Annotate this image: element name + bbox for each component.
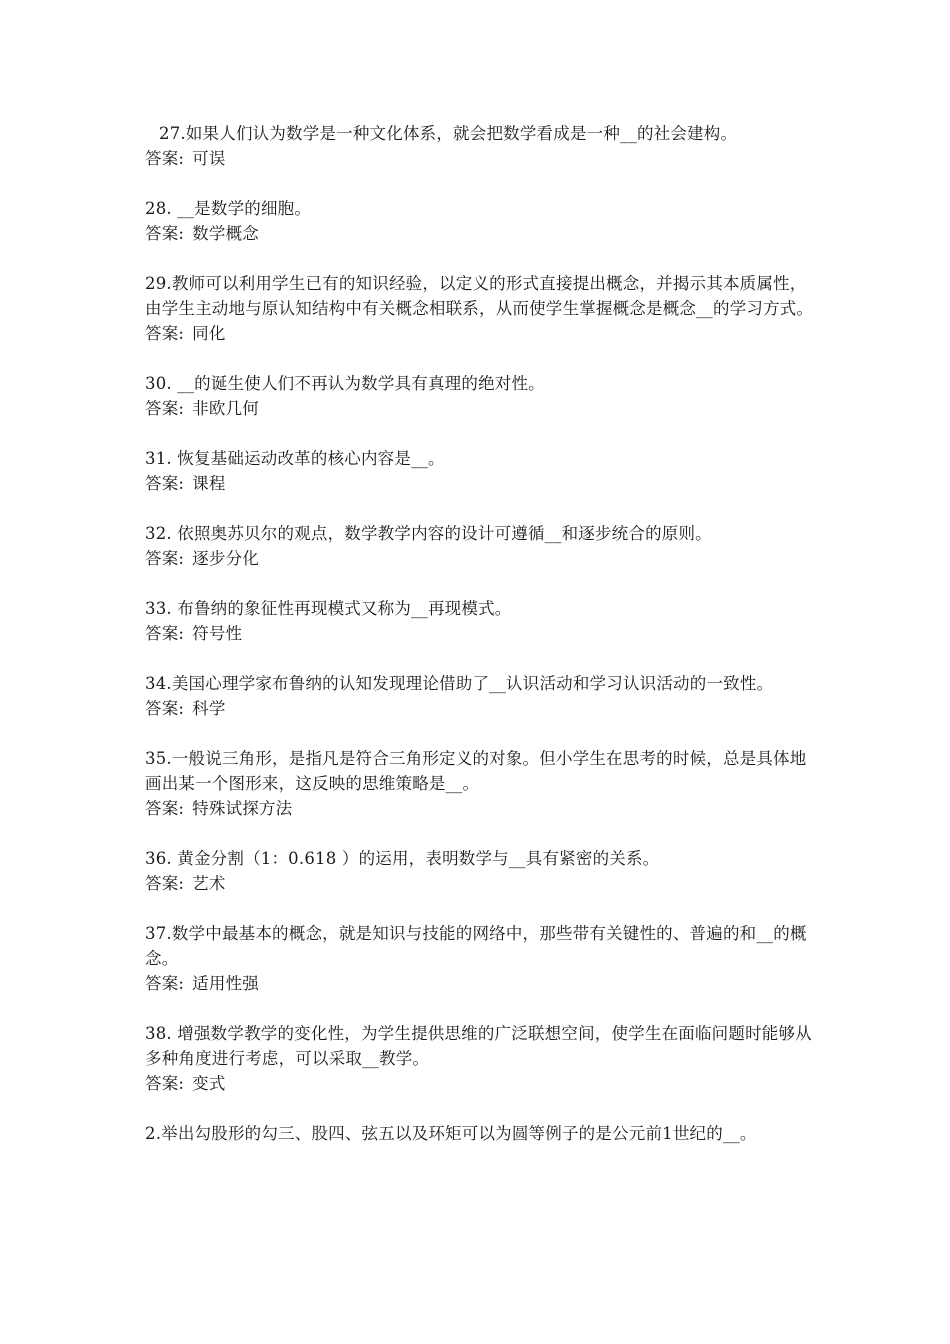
answer-line — [145, 871, 815, 896]
question-item — [145, 921, 815, 996]
answer-line — [145, 1071, 815, 1096]
answer-label: 答案: — [145, 874, 185, 893]
question-item — [145, 446, 815, 496]
question-text: 36. 黄金分割（1：0.618 ）的运用，表明数学与__具有紧密的关系。 — [145, 849, 660, 868]
question-text: 33. 布鲁纳的象征性再现模式又称为__再现模式。 — [145, 599, 512, 618]
question-item — [145, 121, 815, 171]
answer-label: 答案: — [145, 324, 185, 343]
answer-label: 答案: — [145, 699, 185, 718]
answer-text: 变式 — [192, 1074, 226, 1093]
question-text: 2.举出勾股形的勾三、股四、弦五以及环矩可以为圆等例子的是公元前1世纪的__。 — [145, 1124, 757, 1143]
question-item — [145, 671, 815, 721]
question-text: 29.教师可以利用学生已有的知识经验，以定义的形式直接提出概念，并揭示其本质属性，由学生主动地与原认知结构中有关概念相联系，从而使学生掌握概念是概念__的学习方式。 — [145, 274, 814, 318]
answer-line — [145, 221, 815, 246]
answer-line — [145, 146, 815, 171]
answer-text: 逐步分化 — [192, 549, 259, 568]
answer-line — [145, 471, 815, 496]
question-text: 27.如果人们认为数学是一种文化体系，就会把数学看成是一种__的社会建构。 — [159, 124, 738, 143]
answer-label: 答案: — [145, 474, 185, 493]
answer-label: 答案: — [145, 799, 185, 818]
question-item — [145, 846, 815, 896]
answer-label: 答案: — [145, 624, 185, 643]
question-text: 34.美国心理学家布鲁纳的认知发现理论借助了__认识活动和学习认识活动的一致性。 — [145, 674, 774, 693]
answer-text: 课程 — [192, 474, 226, 493]
question-item — [145, 521, 815, 571]
answer-label: 答案: — [145, 1074, 185, 1093]
question-text: 37.数学中最基本的概念，就是知识与技能的网络中，那些带有关键性的、普遍的和__的概念。 — [145, 924, 807, 968]
answer-label: 答案: — [145, 974, 185, 993]
answer-text: 可误 — [192, 149, 226, 168]
answer-text: 艺术 — [192, 874, 226, 893]
question-text: 38. 增强数学教学的变化性，为学生提供思维的广泛联想空间，使学生在面临问题时能够从多种角度进行考虑，可以采取__教学。 — [145, 1024, 812, 1068]
question-item — [145, 196, 815, 246]
answer-text: 数学概念 — [192, 224, 259, 243]
answer-line — [145, 546, 815, 571]
answer-text: 同化 — [192, 324, 226, 343]
question-list — [145, 121, 815, 1171]
answer-label: 答案: — [145, 549, 185, 568]
answer-text: 非欧几何 — [192, 399, 259, 418]
question-text: 32. 依照奥苏贝尔的观点，数学教学内容的设计可遵循__和逐步统合的原则。 — [145, 524, 712, 543]
answer-line — [145, 396, 815, 421]
question-item — [145, 746, 815, 821]
answer-line — [145, 321, 815, 346]
answer-text: 特殊试探方法 — [192, 799, 293, 818]
question-text: 35.一般说三角形，是指凡是符合三角形定义的对象。但小学生在思考的时候，总是具体地画出某一个图形来，这反映的思维策略是__。 — [145, 749, 807, 793]
answer-line — [145, 971, 815, 996]
question-text: 31. 恢复基础运动改革的核心内容是__。 — [145, 449, 445, 468]
answer-text: 科学 — [192, 699, 226, 718]
answer-label: 答案: — [145, 224, 185, 243]
question-item — [145, 271, 815, 346]
answer-label: 答案: — [145, 149, 185, 168]
answer-line — [145, 621, 815, 646]
answer-text: 符号性 — [192, 624, 243, 643]
answer-label: 答案: — [145, 399, 185, 418]
question-item — [145, 1121, 815, 1146]
answer-text: 适用性强 — [192, 974, 259, 993]
question-text: 28. __是数学的细胞。 — [145, 199, 312, 218]
question-text: 30. __的诞生使人们不再认为数学具有真理的绝对性。 — [145, 374, 545, 393]
answer-line — [145, 696, 815, 721]
question-item — [145, 596, 815, 646]
question-item — [145, 371, 815, 421]
question-item — [145, 1021, 815, 1096]
answer-line — [145, 796, 815, 821]
